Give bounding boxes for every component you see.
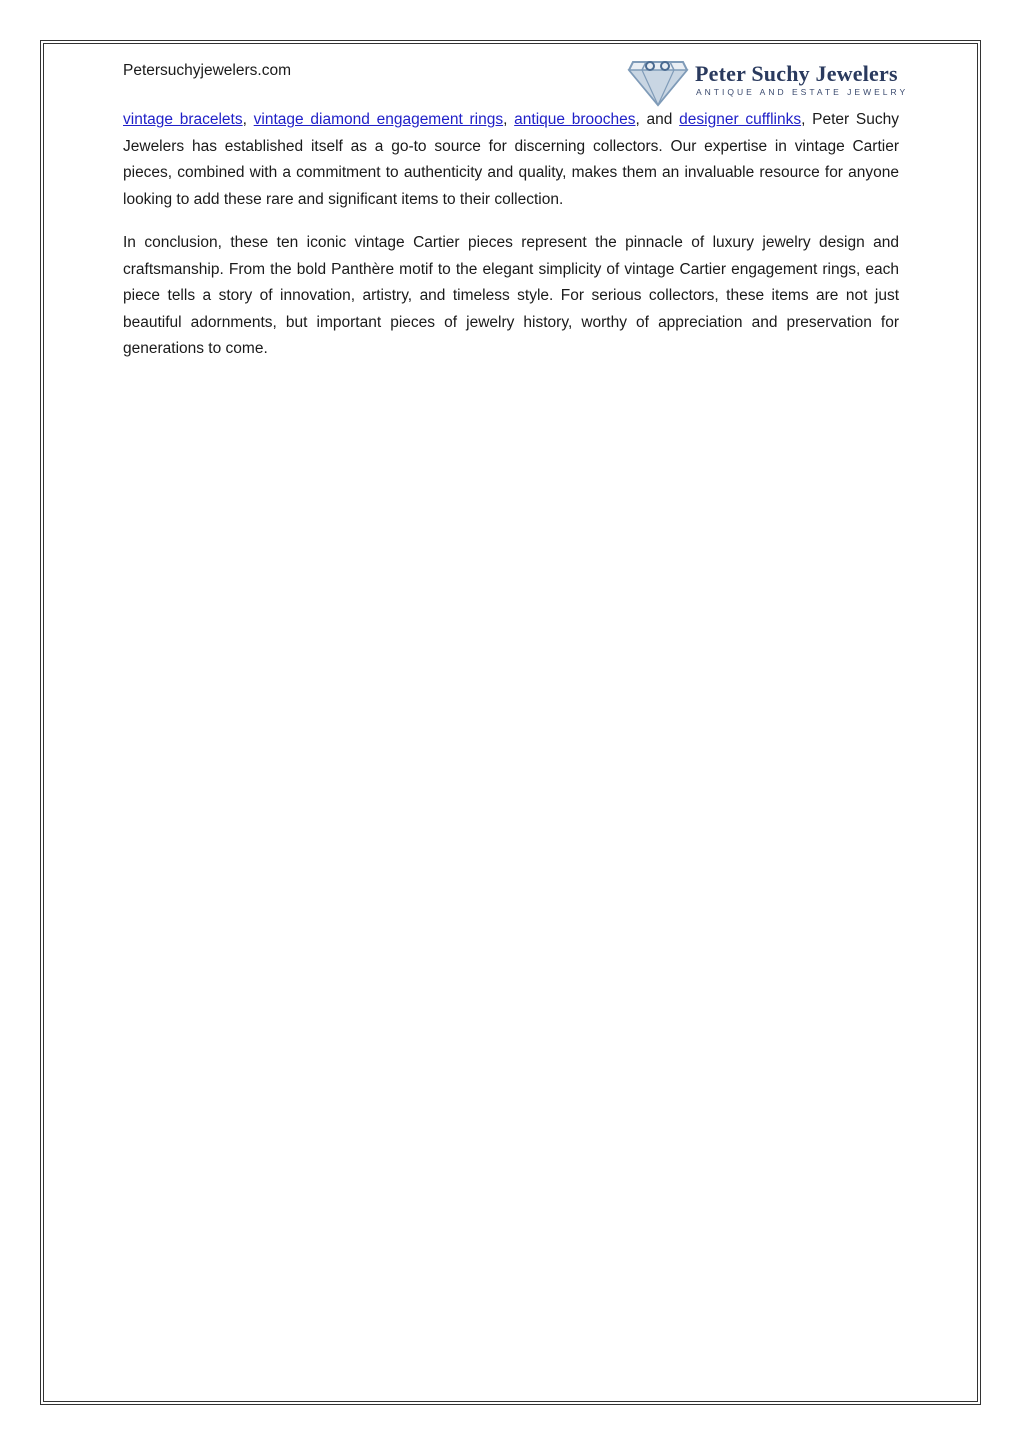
brand-logo [627, 58, 909, 108]
separator: , [242, 111, 254, 128]
vintage-bracelets-link[interactable]: vintage bracelets [123, 111, 243, 128]
logo-name: Peter Suchy Jewelers [695, 61, 898, 86]
vintage-diamond-engagement-rings-link[interactable]: vintage diamond engagement rings [253, 111, 504, 128]
designer-cufflinks-link[interactable]: designer cufflinks [679, 111, 802, 128]
document-body [123, 107, 899, 380]
diamond-logo-icon [627, 58, 689, 108]
antique-brooches-link[interactable]: antique brooches [514, 111, 636, 128]
separator: , [503, 111, 515, 128]
paragraph-1 [123, 107, 899, 213]
separator: , and [635, 111, 680, 128]
paragraph-2: In conclusion, these ten iconic vintage Cartier pieces represent the pinnacle of luxury jewelry design and craftsmanship. From the bold Panthère motif to the elegant simplicity of vintage Cartier engagement rings, each piece tells a story of innovation, artistry, and timeless style. For serious collectors, these items are not just beautiful adornments, but important pieces of jewelry history, worthy of appreciation and preservation for generations to come. [123, 234, 899, 357]
paragraph-1-text: , Peter Suchy Jewelers has established itself as a go-to source for discerning collectors. Our expertise in vintage Cartier pieces, combined with a commitment to authenticity and quality, makes them an invaluable resource for anyone looking to add these rare and significant items to their collection. [123, 111, 900, 208]
site-url: Petersuchyjewelers.com [123, 62, 291, 79]
logo-tagline: ANTIQUE AND ESTATE JEWELRY [696, 87, 909, 97]
